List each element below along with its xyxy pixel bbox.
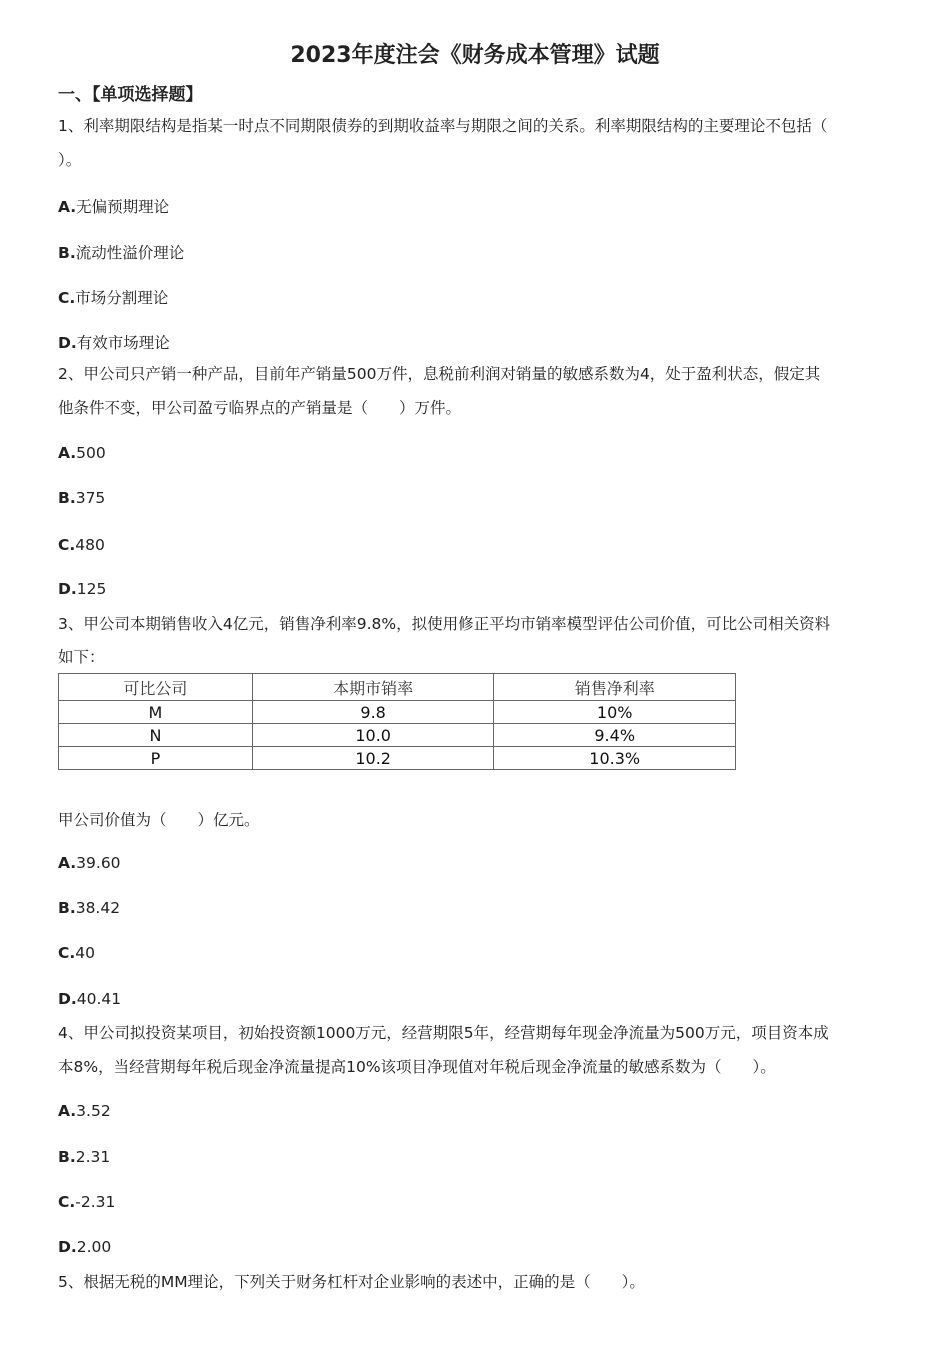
option-text: 有效市场理论 <box>76 334 170 352</box>
option-text: 2.31 <box>75 1148 111 1166</box>
question-2-line-2: 他条件不变，甲公司盈亏临界点的产销量是（ ）万件。 <box>58 399 462 417</box>
option-text: 40.41 <box>76 990 122 1008</box>
option-letter: B. <box>58 244 76 262</box>
question-2-option-b[interactable] <box>58 489 105 507</box>
option-letter: C. <box>58 944 76 962</box>
question-1-option-c[interactable] <box>58 286 168 308</box>
question-1-line-2: ）。 <box>58 151 82 169</box>
question-2-option-a[interactable] <box>58 444 106 462</box>
table-row <box>59 701 736 724</box>
option-letter: C. <box>58 1193 76 1211</box>
question-1-line-1: 1、利率期限结构是指某一时点不同期限债券的到期收益率与期限之间的关系。利率期限结构的主要理论不包括（ <box>58 117 828 135</box>
question-4-option-c[interactable] <box>58 1193 115 1211</box>
option-text: 2.00 <box>76 1238 112 1256</box>
option-letter: B. <box>58 1148 76 1166</box>
question-3-option-c[interactable] <box>58 944 95 962</box>
table-row <box>59 724 736 747</box>
option-letter: A. <box>58 1102 77 1120</box>
question-2-option-d[interactable] <box>58 580 106 598</box>
question-2-line-1: 2、甲公司只产销一种产品，目前年产销量500万件，息税前利润对销量的敏感系数为4，处于盈利状态，假定其 <box>58 365 821 383</box>
question-2-option-c[interactable] <box>58 536 105 554</box>
table-cell: 10.0 <box>252 724 494 747</box>
option-letter: D. <box>58 990 77 1008</box>
question-4-option-a[interactable] <box>58 1102 111 1120</box>
option-text: 375 <box>75 489 106 507</box>
option-text: 无偏预期理论 <box>76 198 170 216</box>
option-text: 3.52 <box>76 1102 111 1120</box>
table-cell: 10.2 <box>252 747 494 770</box>
option-letter: A. <box>58 198 77 216</box>
option-letter: B. <box>58 489 76 507</box>
option-letter: C. <box>58 536 76 554</box>
option-letter: A. <box>58 854 77 872</box>
option-letter: C. <box>58 289 76 307</box>
option-letter: D. <box>58 580 77 598</box>
question-4-option-b[interactable] <box>58 1148 110 1166</box>
question-4-line-1: 4、甲公司拟投资某项目，初始投资额1000万元，经营期限5年，经营期每年现金净流量为500万元，项目资本成 <box>58 1024 829 1042</box>
table-cell: 10.3% <box>494 747 736 770</box>
question-4-option-d[interactable] <box>58 1238 111 1256</box>
option-text: 市场分割理论 <box>75 289 169 307</box>
table-header: 本期市销率 <box>252 674 494 701</box>
table-cell: 9.8 <box>252 701 494 724</box>
table-header: 可比公司 <box>59 674 253 701</box>
question-3-after-text: 甲公司价值为（ ）亿元。 <box>58 811 260 829</box>
option-text: 125 <box>76 580 107 598</box>
option-letter: D. <box>58 334 77 352</box>
question-5-line-1: 5、根据无税的MM理论，下列关于财务杠杆对企业影响的表述中，正确的是（ ）。 <box>58 1273 645 1291</box>
question-3-option-b[interactable] <box>58 899 120 917</box>
option-text: 流动性溢价理论 <box>75 244 185 262</box>
table-cell: 9.4% <box>494 724 736 747</box>
option-text: 480 <box>75 536 105 554</box>
table-cell: N <box>59 724 253 747</box>
option-text: 500 <box>76 444 106 462</box>
option-text: 39.60 <box>76 854 121 872</box>
question-1-option-d[interactable] <box>58 331 170 353</box>
option-text: 40 <box>75 944 95 962</box>
table-header-row <box>59 674 736 701</box>
option-letter: D. <box>58 1238 77 1256</box>
table-cell: P <box>59 747 253 770</box>
question-4-line-2: 本8%，当经营期每年税后现金净流量提高10%该项目净现值对年税后现金净流量的敏感系数为（ ）。 <box>58 1058 776 1076</box>
question-3-option-a[interactable] <box>58 854 121 872</box>
page-title: 2023年度注会《财务成本管理》试题 <box>290 43 660 68</box>
table-cell: M <box>59 701 253 724</box>
table-row <box>59 747 736 770</box>
section-heading: 一、【单项选择题】 <box>58 85 203 105</box>
question-3-option-d[interactable] <box>58 990 121 1008</box>
question-1-option-a[interactable] <box>58 195 169 217</box>
option-text: -2.31 <box>75 1193 116 1211</box>
option-letter: A. <box>58 444 77 462</box>
option-letter: B. <box>58 899 76 917</box>
table-cell: 10% <box>494 701 736 724</box>
question-3-line-2: 如下： <box>58 648 105 666</box>
question-1-option-b[interactable] <box>58 241 184 263</box>
option-text: 38.42 <box>75 899 121 917</box>
question-3-line-1: 3、甲公司本期销售收入4亿元，销售净利率9.8%，拟使用修正平均市销率模型评估公司价值，可比公司相关资料 <box>58 615 831 633</box>
table-header: 销售净利率 <box>494 674 736 701</box>
comparable-companies-table <box>58 673 736 770</box>
